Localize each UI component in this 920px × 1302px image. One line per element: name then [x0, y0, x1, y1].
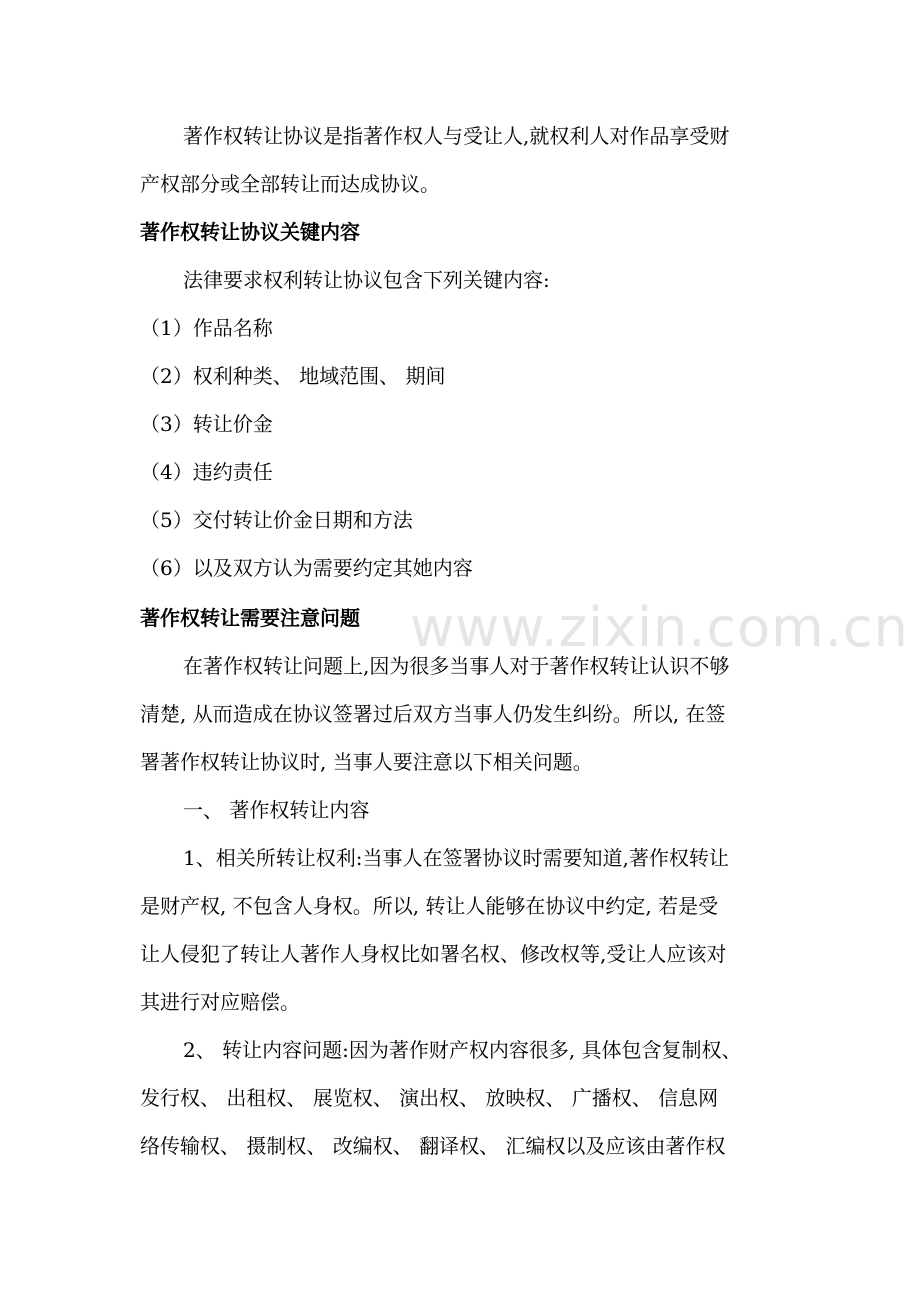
- paragraph-line: 清楚, 从而造成在协议签署过后双方当事人仍发生纠纷。所以, 在签: [140, 702, 726, 726]
- list-item: （1）作品名称: [140, 316, 273, 340]
- paragraph-line: 在著作权转让问题上,因为很多当事人对于著作权转让认识不够: [183, 654, 730, 678]
- section1-lead: 法律要求权利转让协议包含下列关键内容:: [183, 268, 550, 292]
- list-item: （3）转让价金: [140, 412, 273, 436]
- paragraph-line: 络传输权、 摄制权、 改编权、 翻译权、 汇编权以及应该由著作权: [140, 1134, 726, 1158]
- watermark: www.zixin.com.cn: [410, 596, 909, 659]
- paragraph-line: 其进行对应赔偿。: [140, 990, 300, 1014]
- paragraph-line: 2、 转让内容问题:因为著作财产权内容很多, 具体包含复制权、: [183, 1038, 742, 1062]
- list-item: （5）交付转让价金日期和方法: [140, 508, 413, 532]
- subheading: 一、 著作权转让内容: [183, 798, 370, 822]
- list-item: （6）以及双方认为需要约定其她内容: [140, 556, 473, 580]
- list-item: （2）权利种类、 地域范围、 期间: [140, 364, 446, 388]
- intro-line-2: 产权部分或全部转让而达成协议。: [140, 172, 440, 196]
- paragraph-line: 1、相关所转让权利:当事人在签署协议时需要知道,著作权转让: [183, 846, 729, 870]
- intro-line-1: 著作权转让协议是指著作权人与受让人,就权利人对作品享受财: [183, 124, 730, 148]
- paragraph-line: 发行权、 出租权、 展览权、 演出权、 放映权、 广播权、 信息网: [140, 1086, 719, 1110]
- list-item: （4）违约责任: [140, 460, 273, 484]
- paragraph-line: 是财产权, 不包含人身权。所以, 转让人能够在协议中约定, 若是受: [140, 894, 719, 918]
- section-heading-key-content: 著作权转让协议关键内容: [140, 220, 360, 244]
- paragraph-line: 署著作权转让协议时, 当事人要注意以下相关问题。: [140, 750, 593, 774]
- paragraph-line: 让人侵犯了转让人著作人身权比如署名权、修改权等,受让人应该对: [140, 942, 727, 966]
- section-heading-precautions: 著作权转让需要注意问题: [140, 606, 360, 630]
